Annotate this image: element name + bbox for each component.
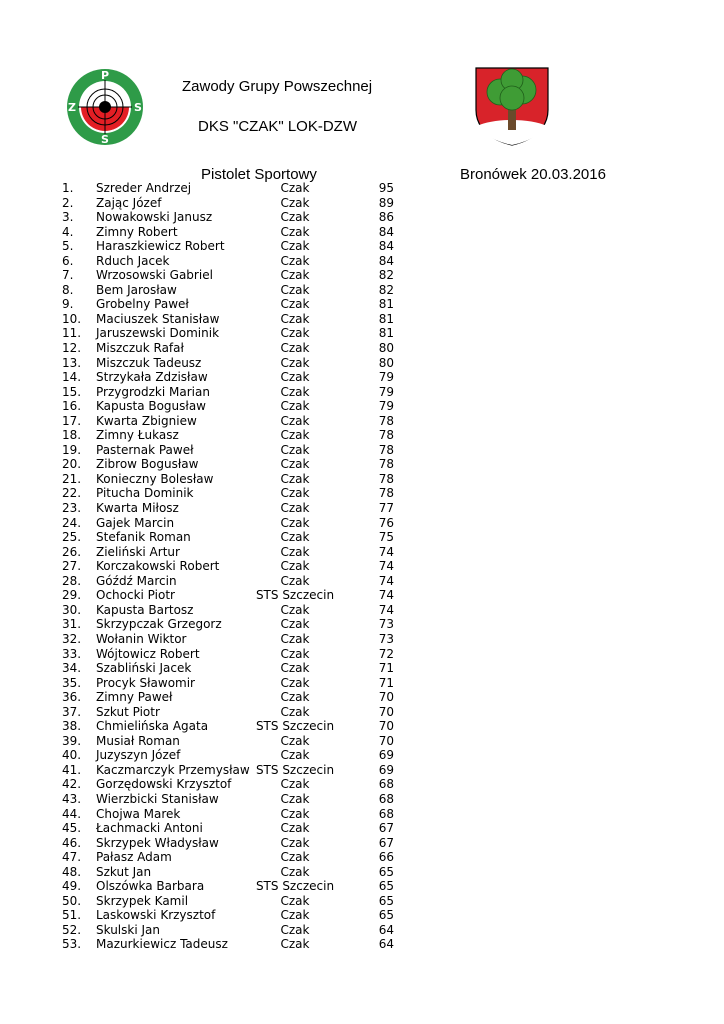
score: 68 [378, 806, 394, 821]
rank: 37. [62, 704, 82, 719]
result-row [0, 588, 724, 603]
score: 78 [378, 471, 394, 486]
shooter-name: Zimny Robert [96, 224, 178, 239]
club: Czak [280, 341, 310, 356]
rank: 32. [62, 631, 82, 646]
club: Czak [280, 791, 310, 806]
score: 84 [378, 253, 394, 268]
shooter-name: Korczakowski Robert [96, 559, 220, 574]
club: Czak [280, 908, 310, 923]
result-row [0, 457, 724, 472]
score: 70 [378, 719, 394, 734]
club: Czak [280, 530, 310, 545]
rank: 27. [62, 559, 82, 574]
score: 82 [378, 268, 394, 283]
rank: 33. [62, 646, 82, 661]
rank: 43. [62, 791, 82, 806]
result-row [0, 676, 724, 691]
shooter-name: Chojwa Marek [96, 806, 181, 821]
score: 65 [378, 908, 394, 923]
score: 73 [378, 631, 394, 646]
result-row [0, 937, 724, 952]
result-row [0, 385, 724, 400]
result-row [0, 763, 724, 778]
shooter-name: Miszczuk Tadeusz [96, 355, 202, 370]
result-row [0, 196, 724, 211]
club: STS Szczecin [255, 879, 335, 894]
rank: 34. [62, 661, 82, 676]
rank: 46. [62, 835, 82, 850]
shooter-name: Przygrodzki Marian [96, 384, 210, 399]
rank: 38. [62, 719, 82, 734]
score: 86 [378, 210, 394, 225]
rank: 8. [62, 282, 74, 297]
result-row [0, 370, 724, 385]
rank: 29. [62, 588, 82, 603]
shooter-name: Gorzędowski Krzysztof [96, 777, 232, 792]
rank: 20. [62, 457, 82, 472]
result-row [0, 443, 724, 458]
score: 84 [378, 224, 394, 239]
club: Czak [280, 297, 310, 312]
shooter-name: Wierzbicki Stanisław [96, 791, 219, 806]
result-row [0, 399, 724, 414]
shooter-name: Rduch Jacek [96, 253, 170, 268]
result-row [0, 501, 724, 516]
rank: 44. [62, 806, 82, 821]
club: Czak [280, 442, 310, 457]
shooter-name: Łachmacki Antoni [96, 821, 203, 836]
score: 89 [378, 195, 394, 210]
shooter-name: Laskowski Krzysztof [96, 908, 216, 923]
score: 79 [378, 384, 394, 399]
club: Czak [280, 937, 310, 952]
rank: 21. [62, 471, 82, 486]
shooter-name: Kwarta Miłosz [96, 501, 179, 516]
shooter-name: Miszczuk Rafał [96, 341, 184, 356]
rank: 14. [62, 370, 82, 385]
rank: 31. [62, 617, 82, 632]
shooter-name: Zając Józef [96, 195, 162, 210]
rank: 28. [62, 573, 82, 588]
club-title: DKS "CZAK" LOK-DZW [198, 118, 357, 135]
club: STS Szczecin [255, 719, 335, 734]
rank: 47. [62, 850, 82, 865]
club: Czak [280, 544, 310, 559]
result-row [0, 661, 724, 676]
rank: 16. [62, 399, 82, 414]
result-row [0, 559, 724, 574]
shooter-name: Mazurkiewicz Tadeusz [96, 937, 228, 952]
venue-date: Bronówek 20.03.2016 [460, 166, 606, 183]
shooter-name: Pitucha Dominik [96, 486, 194, 501]
shooter-name: Szreder Andrzej [96, 181, 192, 195]
shooter-name: Szkut Jan [96, 864, 152, 879]
rank: 7. [62, 268, 74, 283]
club: Czak [280, 326, 310, 341]
score: 78 [378, 413, 394, 428]
shooter-name: Szkut Piotr [96, 704, 160, 719]
club: Czak [280, 457, 310, 472]
result-row [0, 283, 724, 298]
score: 78 [378, 486, 394, 501]
rank: 51. [62, 908, 82, 923]
score: 78 [378, 428, 394, 443]
rank: 48. [62, 864, 82, 879]
score: 81 [378, 297, 394, 312]
result-row [0, 850, 724, 865]
shooter-name: Wrzosowski Gabriel [96, 268, 213, 283]
club: Czak [280, 239, 310, 254]
pzss-logo [64, 68, 146, 146]
score: 78 [378, 457, 394, 472]
club: Czak [280, 210, 310, 225]
result-row [0, 908, 724, 923]
club: Czak [280, 806, 310, 821]
rank: 10. [62, 311, 82, 326]
rank: 5. [62, 239, 74, 254]
result-row [0, 574, 724, 589]
shooter-name: Grobelny Paweł [96, 297, 189, 312]
shooter-name: Haraszkiewicz Robert [96, 239, 225, 254]
club: Czak [280, 646, 310, 661]
logo-letter: Z [68, 101, 76, 114]
result-row [0, 268, 724, 283]
rank: 3. [62, 210, 74, 225]
shooter-name: Zieliński Artur [96, 544, 180, 559]
club: Czak [280, 922, 310, 937]
club: Czak [280, 748, 310, 763]
result-row [0, 836, 724, 851]
rank: 45. [62, 821, 82, 836]
shooter-name: Maciuszek Stanisław [96, 311, 220, 326]
shooter-name: Pasternak Paweł [96, 442, 194, 457]
club: Czak [280, 355, 310, 370]
score: 66 [378, 850, 394, 865]
score: 73 [378, 617, 394, 632]
score: 69 [378, 762, 394, 777]
shooter-name: Wołanin Wiktor [96, 631, 187, 646]
rank: 30. [62, 602, 82, 617]
shooter-name: Musiał Roman [96, 733, 180, 748]
result-row [0, 312, 724, 327]
pzss-target-icon [64, 68, 146, 146]
result-row [0, 254, 724, 269]
score: 74 [378, 588, 394, 603]
score: 81 [378, 326, 394, 341]
score: 78 [378, 442, 394, 457]
club: Czak [280, 661, 310, 676]
score: 75 [378, 530, 394, 545]
club: Czak [280, 181, 310, 195]
shooter-name: Stefanik Roman [96, 530, 191, 545]
club: Czak [280, 850, 310, 865]
shooter-name: Kaczmarczyk Przemysław [96, 762, 250, 777]
shooter-name: Skulski Jan [96, 922, 160, 937]
shooter-name: Zimny Paweł [96, 690, 173, 705]
result-row [0, 894, 724, 909]
result-row [0, 297, 724, 312]
result-row [0, 719, 724, 734]
shooter-name: Skrzypek Władysław [96, 835, 219, 850]
result-row [0, 807, 724, 822]
tree-crown [500, 86, 524, 110]
rank: 17. [62, 413, 82, 428]
club: Czak [280, 835, 310, 850]
club: Czak [280, 253, 310, 268]
rank: 19. [62, 442, 82, 457]
club: Czak [280, 370, 310, 385]
club: Czak [280, 573, 310, 588]
score: 64 [378, 922, 394, 937]
score: 80 [378, 341, 394, 356]
club: Czak [280, 675, 310, 690]
result-row [0, 341, 724, 356]
score: 69 [378, 748, 394, 763]
rank: 39. [62, 733, 82, 748]
club: Czak [280, 195, 310, 210]
results-list [0, 181, 724, 952]
score: 71 [378, 675, 394, 690]
rank: 12. [62, 341, 82, 356]
shooter-name: Skrzypek Kamil [96, 893, 189, 908]
score: 79 [378, 399, 394, 414]
score: 70 [378, 690, 394, 705]
rank: 2. [62, 195, 74, 210]
rank: 24. [62, 515, 82, 530]
shooter-name: Kapusta Bogusław [96, 399, 206, 414]
score: 70 [378, 733, 394, 748]
result-row [0, 748, 724, 763]
club: Czak [280, 559, 310, 574]
result-row [0, 356, 724, 371]
result-row [0, 865, 724, 880]
score: 95 [378, 181, 394, 195]
score: 84 [378, 239, 394, 254]
shooter-name: Szabliński Jacek [96, 661, 192, 676]
score: 79 [378, 370, 394, 385]
rank: 1. [62, 181, 74, 195]
score: 74 [378, 544, 394, 559]
rank: 40. [62, 748, 82, 763]
score: 71 [378, 661, 394, 676]
shooter-name: Skrzypczak Grzegorz [96, 617, 222, 632]
club: Czak [280, 413, 310, 428]
result-row [0, 705, 724, 720]
rank: 6. [62, 253, 74, 268]
rank: 35. [62, 675, 82, 690]
result-row [0, 530, 724, 545]
result-row [0, 632, 724, 647]
rank: 9. [62, 297, 74, 312]
score: 67 [378, 821, 394, 836]
shooter-name: Olszówka Barbara [96, 879, 205, 894]
logo-letter: S [134, 101, 142, 114]
score: 80 [378, 355, 394, 370]
rank: 23. [62, 501, 82, 516]
rank: 52. [62, 922, 82, 937]
club: Czak [280, 777, 310, 792]
shooter-name: Zimny Łukasz [96, 428, 179, 443]
club: Czak [280, 821, 310, 836]
discipline-title: Pistolet Sportowy [201, 166, 317, 183]
logo-letter: S [101, 133, 109, 146]
result-row [0, 545, 724, 560]
score: 77 [378, 501, 394, 516]
rank: 13. [62, 355, 82, 370]
score: 67 [378, 835, 394, 850]
shooter-name: Zibrow Bogusław [96, 457, 199, 472]
score: 68 [378, 777, 394, 792]
club: Czak [280, 471, 310, 486]
coat-of-arms-tree-icon [474, 66, 550, 146]
shooter-name: Kapusta Bartosz [96, 602, 194, 617]
result-row [0, 181, 724, 196]
result-row [0, 516, 724, 531]
club: Czak [280, 602, 310, 617]
score: 64 [378, 937, 394, 952]
shooter-name: Nowakowski Janusz [96, 210, 213, 225]
rank: 53. [62, 937, 82, 952]
result-row [0, 210, 724, 225]
event-title: Zawody Grupy Powszechnej [182, 78, 373, 95]
club: Czak [280, 733, 310, 748]
rank: 22. [62, 486, 82, 501]
result-row [0, 239, 724, 254]
club: Czak [280, 690, 310, 705]
club: Czak [280, 224, 310, 239]
club: Czak [280, 486, 310, 501]
score: 65 [378, 893, 394, 908]
result-row [0, 326, 724, 341]
club: STS Szczecin [255, 762, 335, 777]
rank: 15. [62, 384, 82, 399]
score: 76 [378, 515, 394, 530]
shooter-name: Procyk Sławomir [96, 675, 195, 690]
rank: 26. [62, 544, 82, 559]
rank: 36. [62, 690, 82, 705]
shooter-name: Pałasz Adam [96, 850, 172, 865]
shooter-name: Chmielińska Agata [96, 719, 209, 734]
rank: 4. [62, 224, 74, 239]
result-row [0, 777, 724, 792]
result-row [0, 414, 724, 429]
rank: 11. [62, 326, 82, 341]
result-row [0, 225, 724, 240]
club: Czak [280, 864, 310, 879]
score: 74 [378, 602, 394, 617]
club: Czak [280, 893, 310, 908]
rank: 18. [62, 428, 82, 443]
rank: 25. [62, 530, 82, 545]
club: Czak [280, 631, 310, 646]
shooter-name: Góźdź Marcin [96, 573, 177, 588]
result-row [0, 734, 724, 749]
shooter-name: Jaruszewski Dominik [96, 326, 220, 341]
shooter-name: Bem Jarosław [96, 282, 177, 297]
score: 81 [378, 311, 394, 326]
result-row [0, 821, 724, 836]
score: 70 [378, 704, 394, 719]
shooter-name: Wójtowicz Robert [96, 646, 200, 661]
rank: 49. [62, 879, 82, 894]
result-row [0, 690, 724, 705]
club: Czak [280, 399, 310, 414]
rank: 41. [62, 762, 82, 777]
result-row [0, 923, 724, 938]
coat-of-arms [474, 66, 550, 146]
result-row [0, 617, 724, 632]
score: 82 [378, 282, 394, 297]
club: Czak [280, 617, 310, 632]
score: 74 [378, 559, 394, 574]
result-row [0, 647, 724, 662]
score: 74 [378, 573, 394, 588]
score: 72 [378, 646, 394, 661]
score: 65 [378, 864, 394, 879]
result-row [0, 879, 724, 894]
club: Czak [280, 501, 310, 516]
club: Czak [280, 515, 310, 530]
result-row [0, 428, 724, 443]
result-row [0, 472, 724, 487]
score: 68 [378, 791, 394, 806]
shooter-name: Gajek Marcin [96, 515, 175, 530]
score: 65 [378, 879, 394, 894]
club: Czak [280, 268, 310, 283]
club: Czak [280, 311, 310, 326]
logo-letter: P [100, 69, 110, 82]
shooter-name: Strzykała Zdzisław [96, 370, 208, 385]
result-row [0, 603, 724, 618]
club: Czak [280, 428, 310, 443]
club: Czak [280, 704, 310, 719]
club: Czak [280, 282, 310, 297]
club: STS Szczecin [255, 588, 335, 603]
shooter-name: Konieczny Bolesław [96, 471, 214, 486]
rank: 50. [62, 893, 82, 908]
result-row [0, 792, 724, 807]
result-row [0, 486, 724, 501]
shooter-name: Kwarta Zbigniew [96, 413, 197, 428]
club: Czak [280, 384, 310, 399]
rank: 42. [62, 777, 82, 792]
shooter-name: Juzyszyn Józef [96, 748, 181, 763]
shooter-name: Ochocki Piotr [96, 588, 175, 603]
